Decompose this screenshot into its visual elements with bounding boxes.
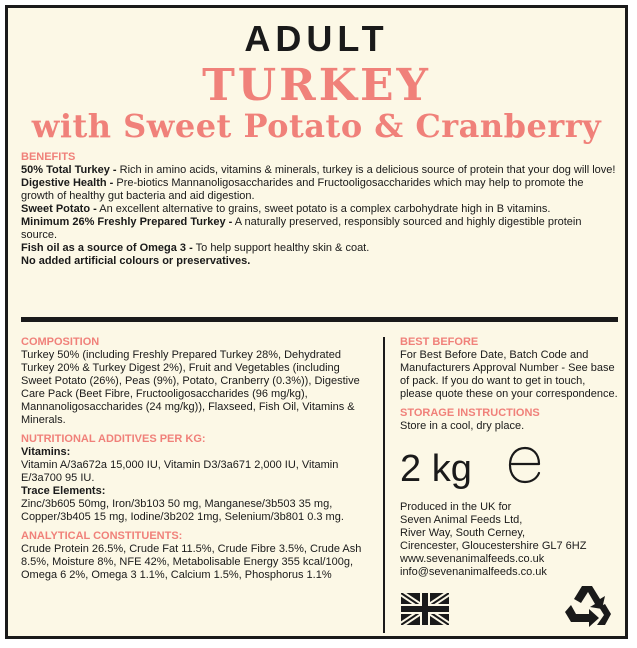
life-stage-title: ADULT (244, 18, 389, 59)
address-line: River Way, South Cerney, (400, 527, 526, 539)
manufacturer-address (400, 501, 620, 579)
right-column (400, 336, 620, 433)
best-before-heading: BEST BEFORE (400, 336, 479, 348)
benefit-item (21, 177, 617, 203)
address-line: Seven Animal Feeds Ltd, (400, 514, 523, 526)
benefit-item (21, 203, 617, 216)
benefit-text: Rich in amino acids, vitamins & minerals, turkey is a delicious source of protein that your dog will love! (116, 164, 616, 176)
website-link[interactable]: www.sevenanimalfeeds.co.uk (400, 553, 545, 565)
benefit-title: Minimum 26% Freshly Prepared Turkey - (21, 216, 233, 228)
benefit-item (21, 242, 617, 255)
storage-heading: STORAGE INSTRUCTIONS (400, 407, 540, 419)
email-link[interactable]: info@sevenanimalfeeds.co.uk (400, 566, 547, 578)
benefit-title: 50% Total Turkey - (21, 164, 117, 176)
benefit-text: A naturally preserved, responsibly sourced and highly digestible protein source. (21, 216, 582, 241)
nutritional-additives-heading: NUTRITIONAL ADDITIVES PER KG: (21, 433, 206, 445)
recycle-icon (561, 581, 613, 629)
benefit-item (21, 255, 617, 268)
benefit-title: No added artificial colours or preservatives. (21, 255, 251, 267)
vitamins-text: Vitamin A/3a672a 15,000 IU, Vitamin D3/3a671 2,000 IU, Vitamin E/3a700 95 IU. (21, 459, 339, 484)
benefits-heading: BENEFITS (21, 151, 76, 163)
address-line: Cirencester, Gloucestershire GL7 6HZ (400, 540, 587, 552)
analytical-heading: ANALYTICAL CONSTITUENTS: (21, 530, 183, 542)
composition-heading: COMPOSITION (21, 336, 100, 348)
benefits-section (21, 151, 617, 268)
analytical-text: Crude Protein 26.5%, Crude Fat 11.5%, Crude Fibre 3.5%, Crude Ash 8.5%, Moisture 8%, NFE 42%, Metabolisable Energy 355 kcal/100g, Omega 6 2%, Omega 3 1.1%, Calcium 1.5%, Phosphorus 1.1% (21, 543, 362, 581)
address-line: Produced in the UK for (400, 501, 512, 513)
left-column (21, 336, 371, 582)
label-panel (5, 5, 628, 639)
product-subtitle: with Sweet Potato & Cranberry (31, 107, 602, 145)
trace-elements-label: Trace Elements: (21, 485, 106, 497)
storage-text: Store in a cool, dry place. (400, 420, 525, 432)
column-divider (383, 337, 385, 633)
benefit-text: To help support healthy skin & coat. (192, 242, 370, 254)
benefit-title: Digestive Health - (21, 177, 114, 189)
benefit-item (21, 164, 617, 177)
uk-flag-icon (401, 593, 449, 625)
composition-text: Turkey 50% (including Freshly Prepared Turkey 28%, Dehydrated Turkey 20% & Turkey Digest 2%), Fruit and Vegetables (including Sweet Potato (26%), Peas (9%), Potato, Cranberry (0.3%)), Digestive Care Pack (Beet Fibre, Fructooligosaccharides (96 mg/kg), Mannanoligosaccharides (24 mg/kg)), Flaxseed, Fish Oil, Vitamins & Minerals. (21, 349, 360, 426)
benefit-text: Pre-biotics Mannanoligosaccharides and Fructooligosaccharides which may help to promote the growth of healthy gut bacteria and aid digestion. (21, 177, 584, 202)
benefit-title: Fish oil as a source of Omega 3 - (21, 242, 193, 254)
product-title: TURKEY (202, 60, 431, 111)
benefit-item (21, 216, 617, 242)
net-weight: 2 kg (400, 448, 472, 490)
benefit-text: An excellent alternative to grains, sweet potato is a complex carbohydrate high in B vitamins. (96, 203, 551, 215)
benefit-title: Sweet Potato - (21, 203, 97, 215)
best-before-text: For Best Before Date, Batch Code and Manufacturers Approval Number - See base of pack. If you do want to get in touch, please quote these on your correspondence. (400, 349, 618, 400)
vitamins-label: Vitamins: (21, 446, 71, 458)
trace-elements-text: Zinc/3b605 50mg, Iron/3b103 50 mg, Manganese/3b503 35 mg, Copper/3b405 15 mg, Iodine/3b202 1mg, Selenium/3b801 0.3 mg. (21, 498, 344, 523)
section-divider (21, 317, 618, 322)
estimated-sign-icon (504, 444, 546, 486)
